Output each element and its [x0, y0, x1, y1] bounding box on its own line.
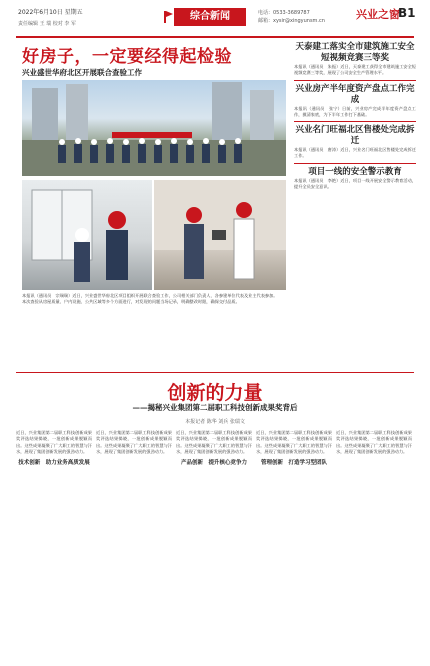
news-sidebar — [294, 42, 416, 190]
sidebar-article — [294, 167, 416, 191]
feature-subhead: 技术创新 助力业务高质发展 — [18, 460, 90, 467]
sidebar-article-text: 本报讯（通讯员 唐涛）近日，兴业名门旺福北区售楼处完成拆迁工作。 — [294, 147, 416, 159]
feature-column: 近日，兴业集团第二届职工科技创新成果奖评选结果揭晓，一批创新成果脱颖而出。这些成果凝聚了广大职工的智慧与汗水，展现了集团创新发展的强劲动力。 管理创新 打造学习型团队 — [256, 430, 332, 467]
feature-subhead: 产品创新 提升核心竞争力 — [180, 460, 247, 467]
header-divider — [16, 36, 414, 38]
editor-credits: 责任编辑 王 瑞 校对 李 军 — [18, 21, 76, 27]
page-number: B1 — [398, 6, 416, 20]
contact-info: 电话：0533-3689787 邮箱：xysir@xingyunsm.cn — [258, 10, 325, 24]
sidebar-article-title: 兴业房产半年度资产盘点工作完成 — [295, 83, 415, 105]
sidebar-divider — [294, 163, 416, 164]
feature-body — [16, 418, 414, 658]
main-headline: 好房子，一定要经得起检验 — [22, 47, 232, 67]
sidebar-article-text: 本报讯（通讯员 张宁）日前，兴业房产完成半年度资产盘点工作，摸清家底，为下半年工作打下基础。 — [294, 105, 416, 117]
sidebar-article-text: 本报讯（通讯员 朱振）近日，天泰建工获得全市建筑施工安全短视频竞赛三等奖，展现了公司安全生产管理水平。 — [294, 64, 416, 76]
sidebar-article-title: 天泰建工落实全市建筑施工安全短视频竞赛三等奖 — [295, 42, 415, 63]
sidebar-divider — [294, 80, 416, 81]
sidebar-article-text: 本报讯（通讯员 李艳）近日，项目一线开展安全警示教育活动，提升全员安全意识。 — [294, 177, 416, 190]
feature-headline: 创新的力量 — [167, 382, 263, 404]
sidebar-article-title: 兴业名门旺福北区售楼处完成拆迁 — [295, 125, 415, 147]
section-label: 综合新闻 — [174, 8, 246, 26]
sidebar-article — [294, 84, 416, 119]
page-header — [0, 0, 430, 38]
feature-column: 近日，兴业集团第二届职工科技创新成果奖评选结果揭晓，一批创新成果脱颖而出。这些成果凝聚了广大职工的智慧与汗水，展现了集团创新发展的强劲动力。 — [336, 430, 412, 454]
sidebar-article-title: 项目一线的安全警示教育 — [308, 166, 402, 177]
flag-icon — [164, 11, 173, 23]
feature-column: 近日，兴业集团第二届职工科技创新成果奖评选结果揭晓，一批创新成果脱颖而出。这些成果凝聚了广大职工的智慧与汗水，展现了集团创新发展的强劲动力。 — [96, 430, 172, 454]
wall-inspection-photo — [154, 180, 286, 290]
sidebar-article — [294, 125, 416, 160]
section-divider — [16, 372, 414, 373]
inspection-group-photo — [22, 80, 286, 176]
sidebar-article — [294, 42, 416, 77]
feature-column: 近日，兴业集团第二届职工科技创新成果奖评选结果揭晓，一批创新成果脱颖而出。这些成果凝聚了广大职工的智慧与汗水，展现了集团创新发展的强劲动力。 技术创新 助力业务高质发展 — [16, 430, 92, 467]
feature-subheadline: ——揭秘兴业集团第二届职工科技创新成果奖背后 — [132, 403, 298, 412]
sidebar-divider — [294, 121, 416, 122]
window-inspection-photo — [22, 180, 152, 290]
main-subheadline: 兴业盛世华府北区开展联合查验工作 — [22, 68, 142, 77]
feature-column: 近日，兴业集团第二届职工科技创新成果奖评选结果揭晓，一批创新成果脱颖而出。这些成果凝聚了广大职工的智慧与汗水，展现了集团创新发展的强劲动力。 产品创新 提升核心竞争力 — [176, 430, 252, 467]
feature-byline: 本报记者 陈华 刘兵 张瑞文 — [185, 419, 245, 425]
issue-date: 2022年6月10日 星期五 — [18, 9, 83, 16]
photo-caption: 本报讯（通讯员 宗瑞瑞）近日，兴业盛世华府北区项目组织开展联合查验工作，公司相关部门负责人、各参建单位代表及业主代表参加。 本次查验从房屋质量、户内设施、公共区域等多个方面进行，对发现的问题当场记录，明确整改时限，确保交付品质。 — [22, 293, 278, 305]
feature-subhead: 管理创新 打造学习型团队 — [260, 460, 327, 467]
masthead-logo: 兴业之窗 — [356, 8, 400, 21]
